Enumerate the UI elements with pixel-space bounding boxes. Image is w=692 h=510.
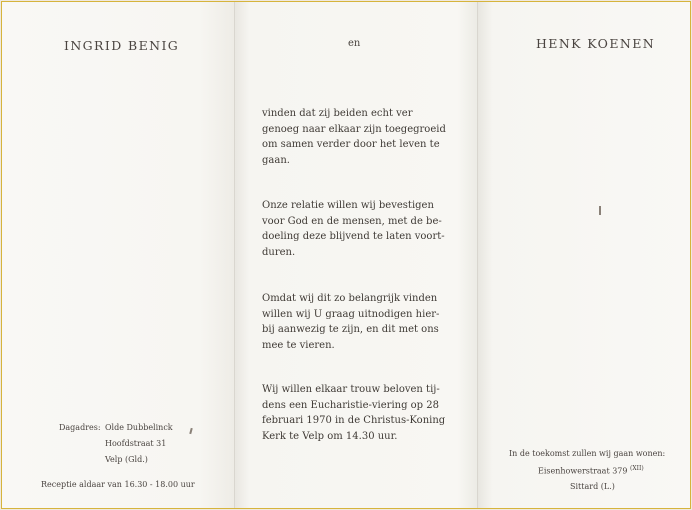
left-panel	[2, 2, 234, 508]
future-address-label: In de toekomst zullen wij gaan wonen:	[509, 449, 666, 458]
dagadres-city: Velp (Gld.)	[105, 455, 148, 464]
street-suffix: (XII)	[630, 465, 644, 472]
reception-time: Receptie aldaar van 16.30 - 18.00 uur	[41, 480, 195, 489]
dagadres-street: Hoofdstraat 31	[105, 439, 167, 448]
dagadres-label: Dagadres:	[59, 423, 101, 432]
conjunction-en: en	[348, 38, 361, 49]
paragraph-relatie: Onze relatie willen wij bevestigen voor God en de mensen, met de be- doeling deze blijvend te laten voort- duren.	[262, 200, 445, 258]
ink-mark	[189, 428, 192, 434]
dagadres-venue: Olde Dubbelinck	[105, 423, 173, 432]
future-address-city: Sittard (L.)	[570, 482, 615, 491]
street-text: Eisenhowerstraat 379	[538, 466, 628, 476]
groom-name: HENK KOENEN	[536, 36, 656, 51]
paragraph-intro: vinden dat zij beiden echt ver genoeg naar elkaar zijn toegegroeid om samen verder door het leven te gaan.	[262, 108, 446, 166]
bride-name: INGRID BENIG	[64, 38, 180, 53]
paragraph-uitnodiging: Omdat wij dit zo belangrijk vinden willen wij U graag uitnodigen hier- bij aanwezig te zijn, en dit met ons mee te vieren.	[262, 293, 440, 351]
ink-mark	[599, 206, 601, 215]
right-panel	[478, 2, 690, 508]
invitation-card	[1, 1, 691, 509]
middle-panel	[235, 2, 477, 508]
paragraph-viering: Wij willen elkaar trouw beloven tij- dens een Eucharistie-viering op 28 februari 1970 in de Christus-Koning Kerk te Velp om 14.30 uur.	[262, 384, 446, 442]
future-address-street	[538, 465, 644, 476]
